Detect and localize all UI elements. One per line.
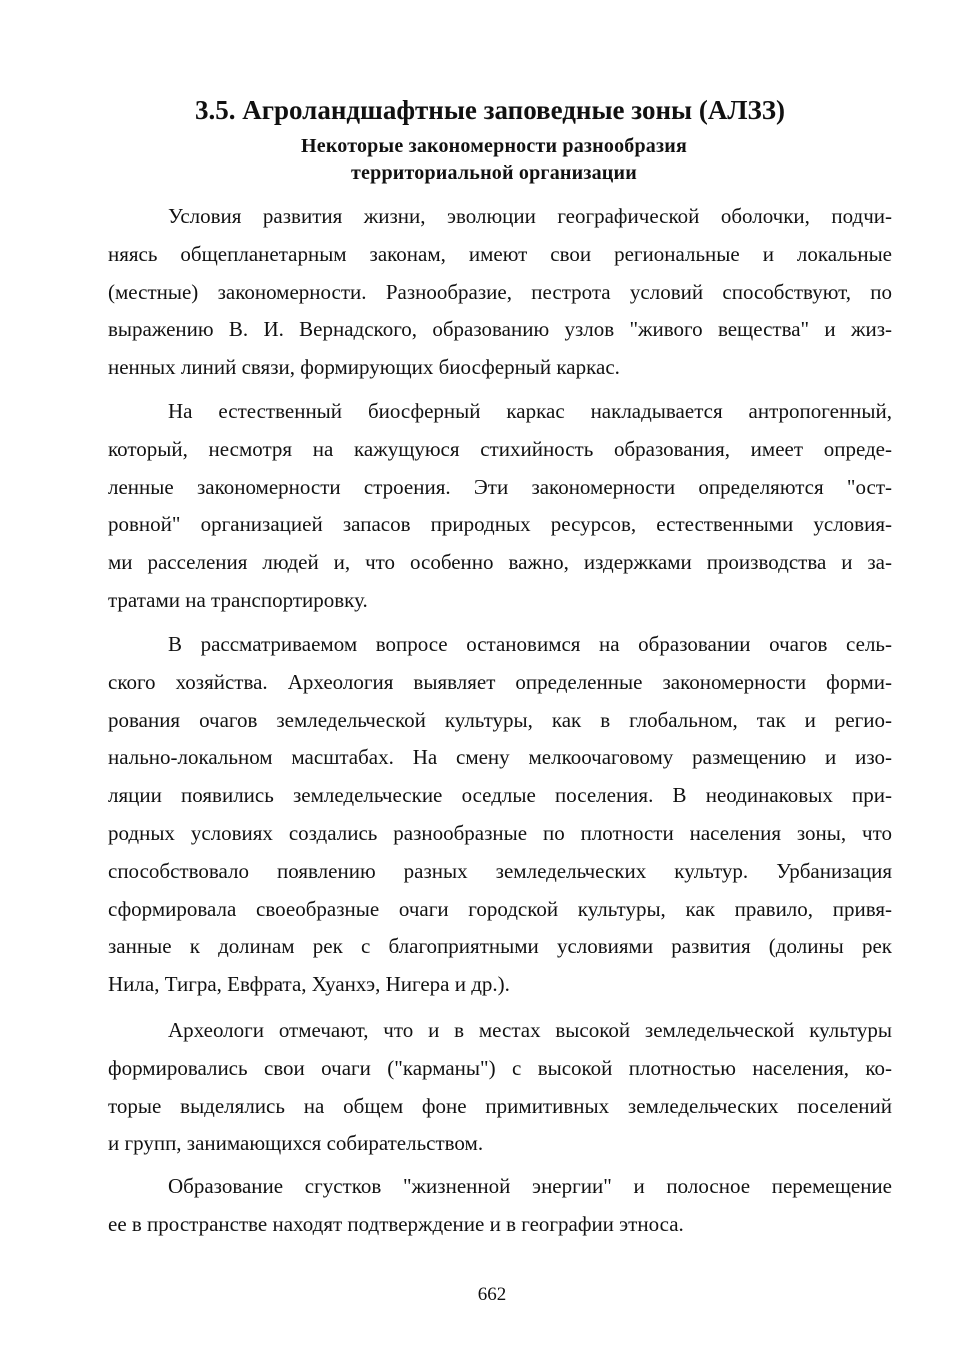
paragraph-line: торые выделялись на общем фоне примитивных земледельческих поселений <box>108 1093 892 1118</box>
subtitle-line-1: Некоторые закономерности разнообразия <box>300 135 687 157</box>
paragraph-line: няясь общепланетарным законам, имеют свои региональные и локальные <box>108 241 892 266</box>
paragraph-line: (местные) закономерности. Разнообразие, пестрота условий способствуют, по <box>108 279 892 304</box>
paragraph-1 <box>108 198 892 387</box>
paragraph-line: ского хозяйства. Археология выявляет определенные закономерности форми- <box>108 669 892 694</box>
paragraph-line: нально-локальном масштабах. На смену мелкоочаговому размещению и изо- <box>108 745 892 770</box>
paragraph-line: рования очагов земледельческой культуры, как в глобальном, так и регио- <box>108 707 892 732</box>
paragraph-line: Образование сгустков "жизненной энергии" и полосное перемещение <box>168 1174 892 1198</box>
paragraph-line: ляции появились земледельческие оседлые поселения. В неодинаковых при- <box>108 783 892 808</box>
page-number: 662 <box>477 1284 507 1305</box>
paragraph-line: Археологи отмечают, что и в местах высокой земледельческой культуры <box>168 1018 892 1042</box>
paragraph-line: способствовало появлению разных земледельческих культур. Урбанизация <box>108 858 892 883</box>
paragraph-2 <box>108 393 892 620</box>
paragraph-5 <box>108 1168 892 1244</box>
paragraph-line: и групп, занимающихся собирательством. <box>108 1131 484 1156</box>
paragraph-line: ленные закономерности строения. Эти закономерности определяются "ост- <box>108 474 892 499</box>
paragraph-line: тратами на транспортировку. <box>108 587 368 612</box>
paragraph-line: ми расселения людей и, что особенно важно, издержками производства и за- <box>108 550 892 575</box>
paragraph-line: формировались свои очаги ("карманы") с высокой плотностью населения, ко- <box>108 1055 892 1080</box>
paragraph-line: выражению В. И. Вернадского, образованию узлов "живого вещества" и жиз- <box>108 317 892 342</box>
paragraph-line: На естественный биосферный каркас накладывается антропогенный, <box>168 399 892 423</box>
paragraph-line: сформировала своеобразные очаги городской культуры, как правило, привя- <box>108 896 892 921</box>
paragraph-line: ненных линий связи, формирующих биосферный каркас. <box>108 355 620 380</box>
paragraph-line: который, несмотря на кажущуюся стихийность образования, имеет опреде- <box>108 436 892 461</box>
paragraph-line: родных условиях создались разнообразные по плотности населения зоны, что <box>108 820 892 845</box>
paragraph-line: Нила, Тигра, Евфрата, Хуанхэ, Нигера и др.). <box>108 972 510 997</box>
paragraph-line: ее в пространстве находят подтверждение и в географии этноса. <box>108 1211 684 1236</box>
section-title: 3.5. Агроландшафтные заповедные зоны (АЛЗЗ) <box>195 95 785 125</box>
subtitle-line-2: территориальной организации <box>351 162 637 184</box>
paragraph-line: ровной" организацией запасов природных ресурсов, естественными условия- <box>108 512 892 537</box>
paragraph-line: Условия развития жизни, эволюции географической оболочки, подчи- <box>168 204 892 228</box>
paragraph-3 <box>108 626 892 1004</box>
paragraph-line: занные к долинам рек с благоприятными условиями развития (долины рек <box>108 934 892 959</box>
paragraph-line: В рассматриваемом вопросе остановимся на образовании очагов сель- <box>168 632 892 656</box>
paragraph-4 <box>108 1012 892 1163</box>
